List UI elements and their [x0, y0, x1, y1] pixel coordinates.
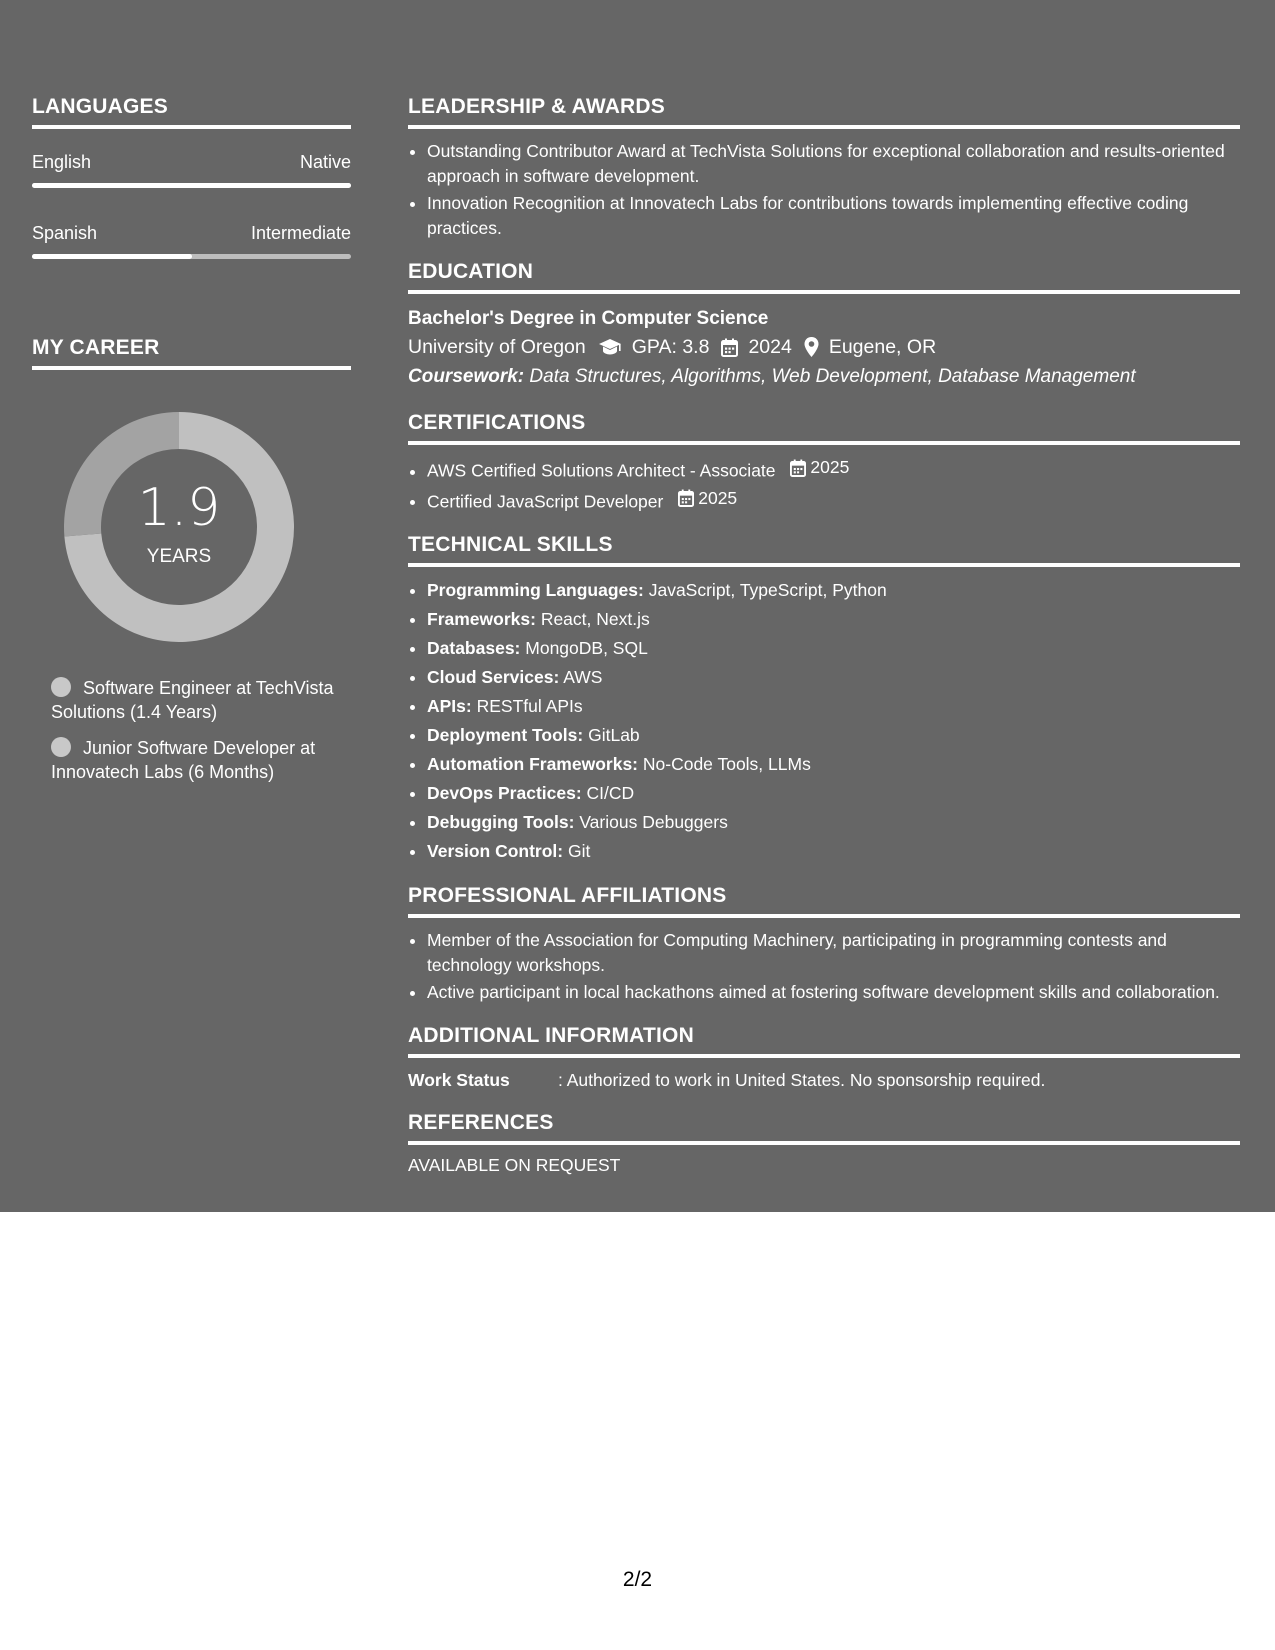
education-title: EDUCATION — [408, 259, 1240, 294]
education-coursework — [408, 362, 1240, 392]
page-number: 2/2 — [622, 1568, 653, 1591]
calendar-icon — [790, 459, 806, 477]
leadership-section — [408, 94, 1240, 241]
list-item — [427, 780, 1240, 807]
certifications-title: CERTIFICATIONS — [408, 410, 1240, 445]
skill-label: DevOps Practices: — [427, 783, 582, 803]
language-item — [32, 151, 351, 188]
list-item — [427, 751, 1240, 778]
skill-label: Databases: — [427, 638, 521, 658]
list-item — [427, 838, 1240, 865]
language-proficiency-bar — [32, 183, 351, 188]
language-name: English — [32, 152, 92, 172]
list-item — [427, 693, 1240, 720]
career-role — [51, 676, 351, 724]
list-item — [427, 486, 1240, 515]
affiliations-section — [408, 883, 1240, 1005]
skills-title: TECHNICAL SKILLS — [408, 532, 1240, 567]
languages-title: LANGUAGES — [32, 94, 351, 129]
list-item — [427, 809, 1240, 836]
calendar-icon — [721, 338, 738, 357]
career-role-label: Junior Software Developer at Innovatech Labs (6 Months) — [51, 738, 316, 782]
references-title: REFERENCES — [408, 1110, 1240, 1145]
language-proficiency-bar — [32, 254, 351, 259]
certification-year: 2025 — [810, 457, 850, 477]
skill-label: Frameworks: — [427, 609, 536, 629]
education-gpa: GPA: 3.8 — [631, 336, 710, 358]
affiliations-title: PROFESSIONAL AFFILIATIONS — [408, 883, 1240, 918]
skill-value: CI/CD — [586, 783, 635, 803]
references-section — [408, 1110, 1240, 1176]
language-level: Intermediate — [250, 223, 351, 243]
additional-section — [408, 1023, 1240, 1092]
education-year: 2024 — [748, 336, 792, 358]
education-meta — [408, 332, 1240, 362]
additional-title: ADDITIONAL INFORMATION — [408, 1023, 1240, 1058]
leadership-title: LEADERSHIP & AWARDS — [408, 94, 1240, 129]
certification-name: Certified JavaScript Developer — [427, 491, 664, 511]
skill-value: AWS — [563, 667, 603, 687]
career-role — [51, 736, 351, 784]
work-status-label: Work Status — [408, 1070, 510, 1090]
skill-label: Programming Languages: — [427, 580, 644, 600]
career-title: MY CAREER — [32, 335, 351, 370]
skill-value: No-Code Tools, LLMs — [642, 754, 811, 774]
education-school: University of Oregon — [408, 336, 586, 358]
skill-label: Version Control: — [427, 841, 564, 861]
list-item: • Innovation Recognition at Innovatech Labs for contributions towards implementing effective coding practices. — [427, 191, 1240, 241]
skill-value: Various Debuggers — [579, 812, 728, 832]
list-item — [427, 455, 1240, 484]
left-column — [32, 94, 351, 796]
language-item — [32, 222, 351, 259]
language-name: Spanish — [32, 223, 98, 243]
role-dot-icon — [51, 677, 71, 697]
graduation-cap-icon — [598, 338, 622, 356]
list-item — [427, 577, 1240, 604]
career-years-unit: YEARS — [146, 546, 212, 567]
career-total-years: 1.9 — [137, 478, 221, 538]
education-degree: Bachelor's Degree in Computer Science — [408, 308, 769, 329]
career-role-label: Software Engineer at TechVista Solutions (1.4 Years) — [51, 678, 334, 722]
calendar-icon — [678, 489, 694, 507]
list-item — [427, 635, 1240, 662]
certifications-section — [408, 410, 1240, 514]
skill-value: React, Next.js — [540, 609, 650, 629]
skill-label: APIs: — [427, 696, 472, 716]
list-item — [427, 722, 1240, 749]
skill-value: JavaScript, TypeScript, Python — [648, 580, 887, 600]
skill-label: Automation Frameworks: — [427, 754, 638, 774]
skill-label: Deployment Tools: — [427, 725, 584, 745]
skill-label: Cloud Services: — [427, 667, 560, 687]
skill-value: Git — [568, 841, 591, 861]
coursework-label: Coursework: — [408, 366, 525, 387]
career-donut-chart — [64, 412, 294, 642]
list-item — [427, 606, 1240, 633]
skills-section — [408, 532, 1240, 865]
language-proficiency-fill — [32, 254, 192, 259]
list-item: • Active participant in local hackathons aimed at fostering software development skills and collaboration. — [427, 980, 1240, 1005]
work-status-value: : Authorized to work in United States. No sponsorship required. — [558, 1070, 1046, 1090]
career-roles — [51, 676, 351, 784]
coursework-value: Data Structures, Algorithms, Web Development, Database Management — [529, 366, 1136, 387]
list-item: • Member of the Association for Computing Machinery, participating in programming contests and technology workshops. — [427, 928, 1240, 978]
language-proficiency-fill — [32, 183, 351, 188]
certification-year: 2025 — [698, 487, 738, 508]
references-text: AVAILABLE ON REQUEST — [408, 1155, 621, 1175]
role-dot-icon — [51, 737, 71, 757]
certification-name: AWS Certified Solutions Architect - Associate — [427, 460, 776, 481]
education-section — [408, 259, 1240, 392]
skill-value: RESTful APIs — [476, 696, 583, 716]
language-level: Native — [299, 152, 351, 172]
list-item — [427, 664, 1240, 691]
skill-value: GitLab — [588, 725, 640, 745]
location-pin-icon — [804, 337, 819, 357]
skill-value: MongoDB, SQL — [525, 638, 648, 658]
education-location: Eugene, OR — [828, 336, 937, 358]
skill-label: Debugging Tools: — [427, 812, 575, 832]
list-item: • Outstanding Contributor Award at TechVista Solutions for exceptional collaboration and results-oriented approach in software development. — [427, 139, 1240, 189]
right-column — [408, 94, 1240, 1194]
